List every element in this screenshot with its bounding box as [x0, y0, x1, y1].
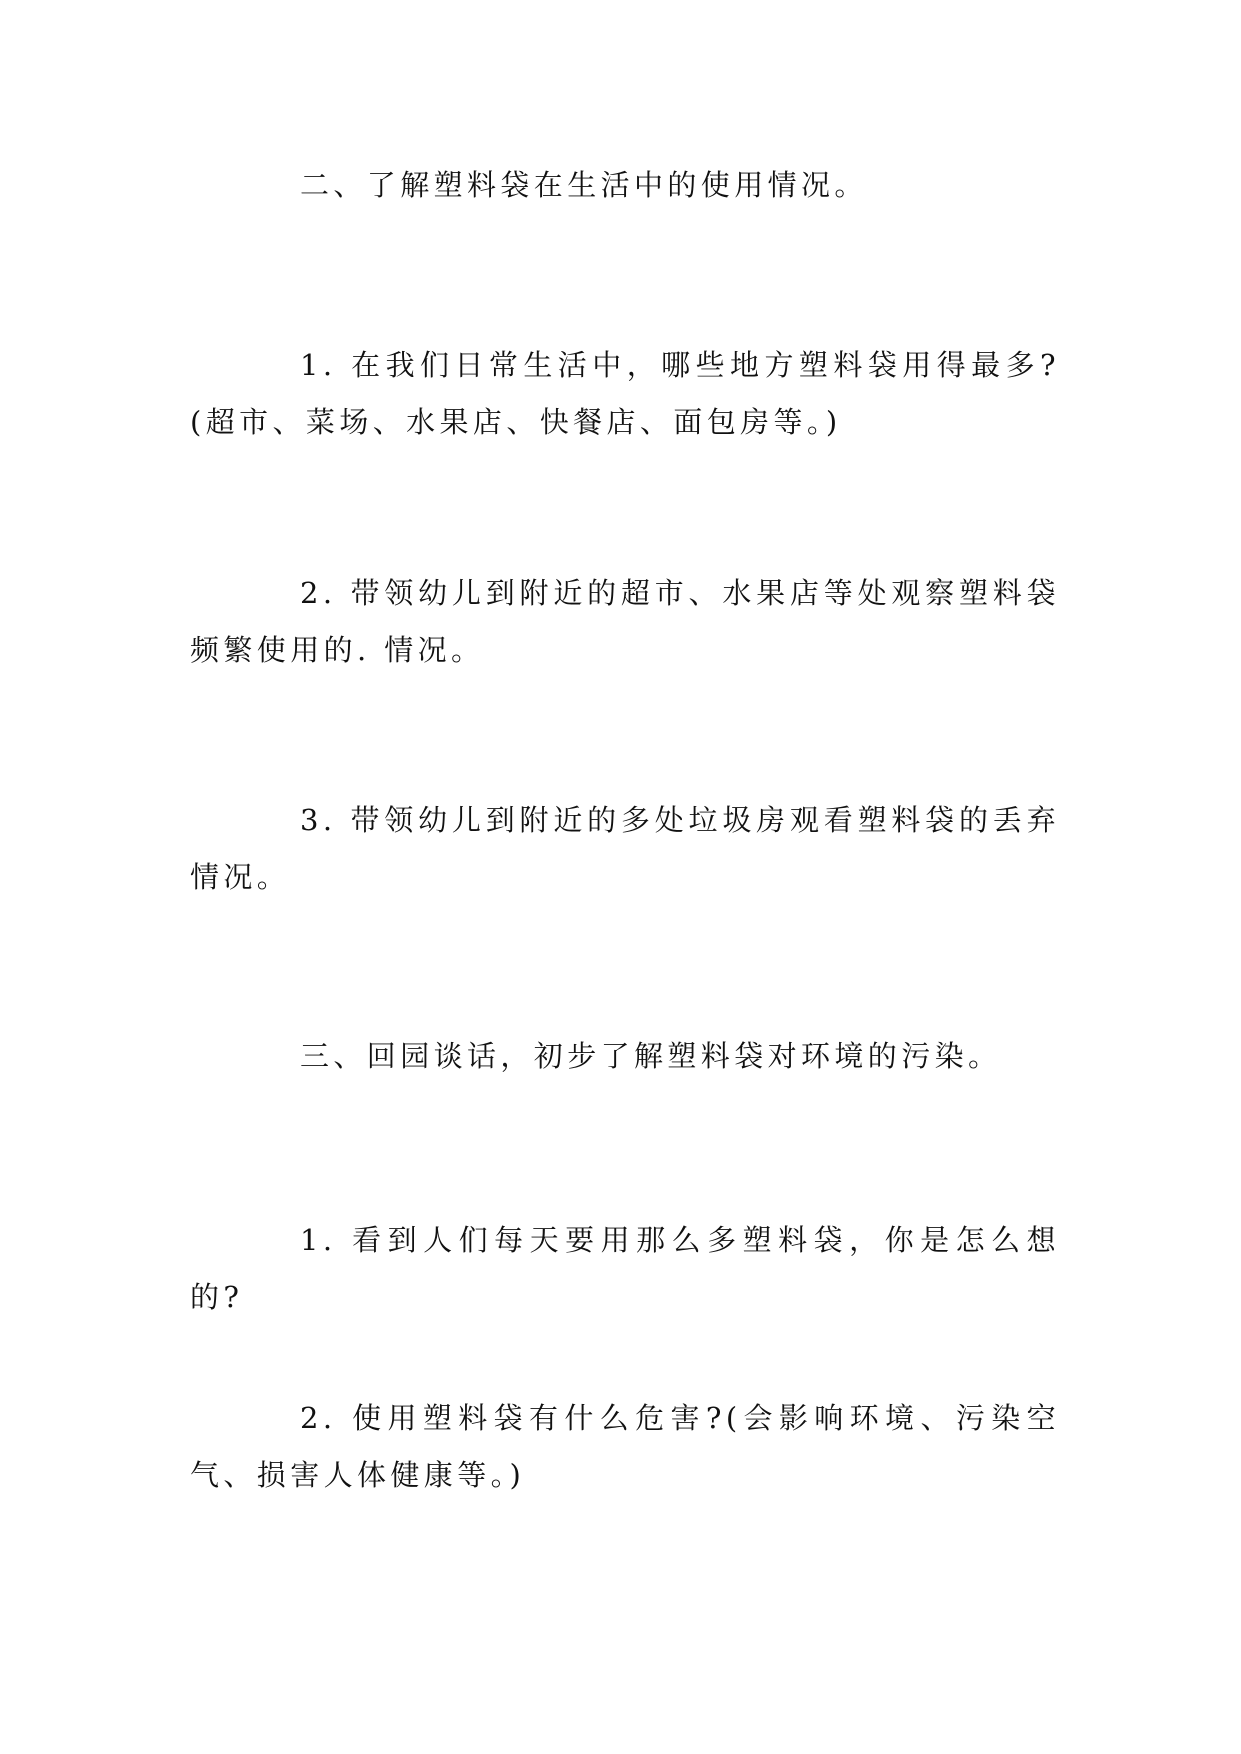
list-item-what-do-you-think: 1. 看到人们每天要用那么多塑料袋，你是怎么想的?: [190, 1223, 1060, 1314]
list-item-harms: 2. 使用塑料袋有什么危害?(会影响环境、污染空气、损害人体健康等。): [190, 1401, 1060, 1492]
section-heading-pollution-talk: 三、回园谈话，初步了解塑料袋对环境的污染。: [300, 1039, 1002, 1073]
list-item-where-used-most: 1. 在我们日常生活中，哪些地方塑料袋用得最多?(超市、菜场、水果店、快餐店、面包房等。): [190, 348, 1060, 439]
list-item-observe-supermarket: 2. 带领幼儿到附近的超市、水果店等处观察塑料袋频繁使用的. 情况。: [190, 576, 1060, 667]
list-item-observe-garbage-room: 3. 带领幼儿到附近的多处垃圾房观看塑料袋的丢弃情况。: [190, 803, 1060, 894]
section-heading-understand-usage: 二、了解塑料袋在生活中的使用情况。: [300, 168, 868, 202]
